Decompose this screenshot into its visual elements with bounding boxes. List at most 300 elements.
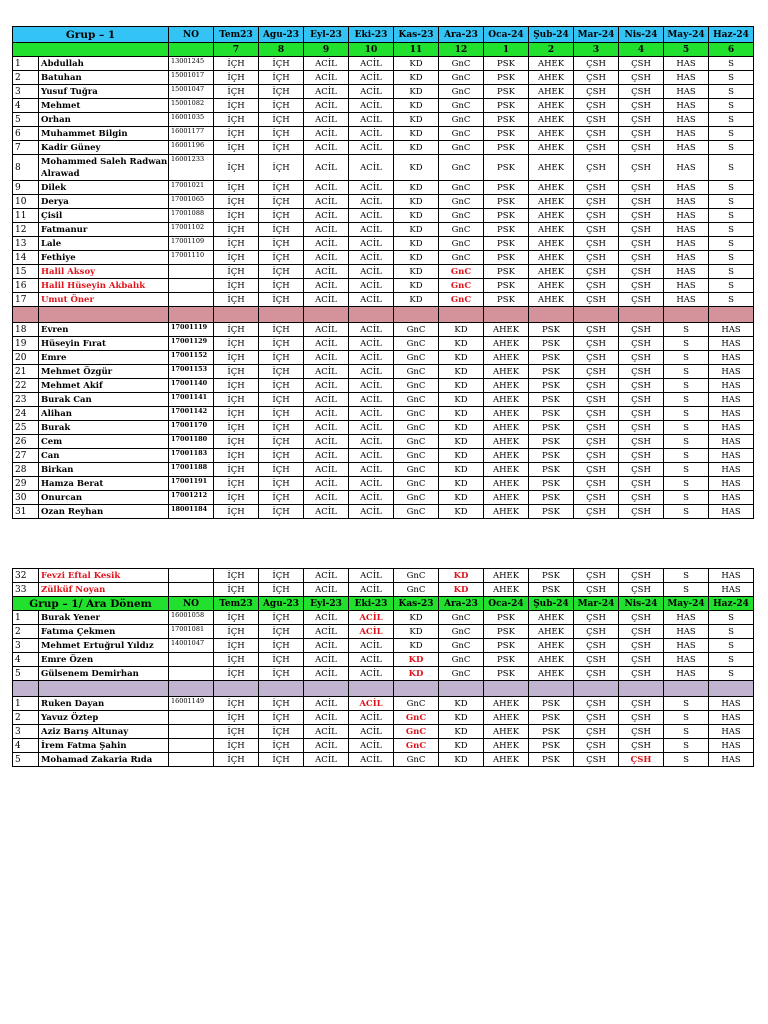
rotation-cell: HAS <box>664 127 709 141</box>
rotation-cell: KD <box>439 491 484 505</box>
student-name: Yusuf Tuğra <box>39 85 169 99</box>
rotation-cell: KD <box>439 697 484 711</box>
rotation-cell: PSK <box>529 505 574 519</box>
table-row <box>13 421 754 435</box>
rotation-cell: ÇSH <box>574 351 619 365</box>
rotation-cell: ACİL <box>304 583 349 597</box>
rotation-cell: İÇH <box>259 569 304 583</box>
rotation-cell: HAS <box>664 85 709 99</box>
month-number: 7 <box>214 43 259 57</box>
rotation-cell: ÇSH <box>619 505 664 519</box>
rotation-cell: ACİL <box>349 351 394 365</box>
rotation-cell: ACİL <box>349 505 394 519</box>
rotation-cell: GnC <box>439 141 484 155</box>
rotation-cell: GnC <box>439 279 484 293</box>
rotation-cell: ACİL <box>304 407 349 421</box>
rotation-cell: ACİL <box>304 127 349 141</box>
rotation-cell: ACİL <box>304 99 349 113</box>
rotation-cell: İÇH <box>259 99 304 113</box>
rotation-cell: ACİL <box>304 365 349 379</box>
rotation-cell: PSK <box>484 279 529 293</box>
rotation-cell: ÇSH <box>619 351 664 365</box>
rotation-cell: PSK <box>484 113 529 127</box>
rotation-cell: İÇH <box>214 583 259 597</box>
row-index: 2 <box>13 71 39 85</box>
section-separator <box>13 681 754 697</box>
rotation-cell: AHEK <box>529 293 574 307</box>
rotation-cell: HAS <box>709 435 754 449</box>
month-number: 3 <box>574 43 619 57</box>
rotation-cell: S <box>709 251 754 265</box>
rotation-cell: ÇSH <box>574 279 619 293</box>
rotation-cell: ÇSH <box>574 293 619 307</box>
rotation-cell: İÇH <box>214 265 259 279</box>
rotation-cell: AHEK <box>484 407 529 421</box>
rotation-cell: ACİL <box>304 449 349 463</box>
student-name: Birkan <box>39 463 169 477</box>
month-number: 6 <box>709 43 754 57</box>
rotation-cell: PSK <box>529 337 574 351</box>
rotation-cell: PSK <box>529 711 574 725</box>
rotation-cell: HAS <box>664 611 709 625</box>
rotation-cell: ÇSH <box>619 323 664 337</box>
rotation-cell: AHEK <box>529 265 574 279</box>
row-index: 2 <box>13 711 39 725</box>
rotation-cell: HAS <box>709 739 754 753</box>
student-name: Mehmet Ertuğrul Yıldız <box>39 639 169 653</box>
rotation-cell: HAS <box>664 57 709 71</box>
rotation-cell: İÇH <box>214 393 259 407</box>
rotation-cell: GnC <box>439 223 484 237</box>
rotation-cell: İÇH <box>259 265 304 279</box>
rotation-cell: ÇSH <box>619 293 664 307</box>
rotation-cell: S <box>664 583 709 597</box>
rotation-cell: İÇH <box>214 113 259 127</box>
month-header: Kas-23 <box>394 597 439 611</box>
rotation-cell: PSK <box>529 435 574 449</box>
rotation-cell: ÇSH <box>574 113 619 127</box>
student-number: 16001196 <box>169 141 214 155</box>
table-row <box>13 697 754 711</box>
student-number: 17001021 <box>169 181 214 195</box>
month-number: 1 <box>484 43 529 57</box>
month-header: Nis-24 <box>619 27 664 43</box>
schedule-table-main <box>12 26 754 519</box>
rotation-cell: PSK <box>529 421 574 435</box>
rotation-cell: KD <box>394 141 439 155</box>
rotation-cell: PSK <box>529 725 574 739</box>
table-row <box>13 155 754 181</box>
rotation-cell: HAS <box>709 421 754 435</box>
table-row <box>13 293 754 307</box>
separator-cell <box>13 681 39 697</box>
rotation-cell: AHEK <box>529 155 574 181</box>
student-number: 17001109 <box>169 237 214 251</box>
rotation-cell: GnC <box>439 251 484 265</box>
rotation-cell: KD <box>439 449 484 463</box>
rotation-cell: PSK <box>484 251 529 265</box>
rotation-cell: KD <box>394 181 439 195</box>
rotation-cell: İÇH <box>259 141 304 155</box>
rotation-cell: ÇSH <box>619 435 664 449</box>
rotation-cell: ÇSH <box>574 463 619 477</box>
row-index: 20 <box>13 351 39 365</box>
rotation-cell: KD <box>439 365 484 379</box>
rotation-cell: ÇSH <box>574 653 619 667</box>
rotation-cell: AHEK <box>529 195 574 209</box>
rotation-cell: PSK <box>529 753 574 767</box>
student-number: 17001170 <box>169 421 214 435</box>
rotation-cell: İÇH <box>214 99 259 113</box>
student-name: Mehmet Akif <box>39 379 169 393</box>
rotation-cell: GnC <box>439 237 484 251</box>
rotation-cell: ACİL <box>349 569 394 583</box>
rotation-cell: ACİL <box>349 337 394 351</box>
rotation-cell: İÇH <box>214 639 259 653</box>
rotation-cell: AHEK <box>529 237 574 251</box>
rotation-cell: ÇSH <box>619 85 664 99</box>
table-row <box>13 711 754 725</box>
rotation-cell: ÇSH <box>574 505 619 519</box>
rotation-cell: PSK <box>484 265 529 279</box>
rotation-cell: KD <box>439 583 484 597</box>
rotation-cell: ACİL <box>349 379 394 393</box>
month-header: Eyl-23 <box>304 597 349 611</box>
rotation-cell: AHEK <box>529 57 574 71</box>
rotation-cell: AHEK <box>484 337 529 351</box>
table-row <box>13 625 754 639</box>
rotation-cell: ACİL <box>349 195 394 209</box>
rotation-cell: İÇH <box>259 279 304 293</box>
separator-cell <box>214 681 259 697</box>
separator-cell <box>259 307 304 323</box>
row-index: 17 <box>13 293 39 307</box>
student-name: Burak Yener <box>39 611 169 625</box>
rotation-cell: KD <box>394 223 439 237</box>
student-number <box>169 293 214 307</box>
rotation-cell: İÇH <box>259 195 304 209</box>
rotation-cell: PSK <box>529 583 574 597</box>
month-number: 8 <box>259 43 304 57</box>
rotation-cell: ACİL <box>304 85 349 99</box>
rotation-cell: PSK <box>529 477 574 491</box>
table-row <box>13 279 754 293</box>
rotation-cell: ACİL <box>349 223 394 237</box>
rotation-cell: KD <box>439 393 484 407</box>
rotation-cell: ACİL <box>304 209 349 223</box>
rotation-cell: S <box>664 753 709 767</box>
rotation-cell: AHEK <box>484 753 529 767</box>
table-row <box>13 181 754 195</box>
rotation-cell: S <box>664 697 709 711</box>
rotation-cell: İÇH <box>259 449 304 463</box>
student-number <box>169 739 214 753</box>
rotation-cell: ACİL <box>304 697 349 711</box>
table-row <box>13 195 754 209</box>
student-number: 16001149 <box>169 697 214 711</box>
rotation-cell: İÇH <box>214 697 259 711</box>
row-index: 29 <box>13 477 39 491</box>
rotation-cell: İÇH <box>259 251 304 265</box>
separator-cell <box>574 681 619 697</box>
student-number: 17001140 <box>169 379 214 393</box>
rotation-cell: ÇSH <box>574 667 619 681</box>
rotation-cell: ACİL <box>349 477 394 491</box>
rotation-cell: AHEK <box>484 583 529 597</box>
rotation-cell: PSK <box>529 407 574 421</box>
separator-cell <box>39 307 169 323</box>
rotation-cell: HAS <box>709 711 754 725</box>
student-number: 13001245 <box>169 57 214 71</box>
rotation-cell: İÇH <box>259 223 304 237</box>
rotation-cell: İÇH <box>259 463 304 477</box>
student-name: Mohammed Saleh Radwan Alrawad <box>39 155 169 181</box>
row-index: 11 <box>13 209 39 223</box>
row-index: 26 <box>13 435 39 449</box>
rotation-cell: KD <box>394 99 439 113</box>
row-index: 3 <box>13 85 39 99</box>
rotation-cell: ACİL <box>349 127 394 141</box>
rotation-cell: İÇH <box>214 365 259 379</box>
rotation-cell: S <box>709 611 754 625</box>
rotation-cell: PSK <box>484 237 529 251</box>
row-index: 2 <box>13 625 39 639</box>
rotation-cell: S <box>664 379 709 393</box>
rotation-cell: İÇH <box>259 639 304 653</box>
rotation-cell: ÇSH <box>619 251 664 265</box>
rotation-cell: GnC <box>394 583 439 597</box>
no-column-header: NO <box>169 27 214 43</box>
rotation-cell: KD <box>394 155 439 181</box>
rotation-cell: ÇSH <box>619 583 664 597</box>
table-row <box>13 209 754 223</box>
separator-cell <box>169 307 214 323</box>
rotation-cell: ÇSH <box>574 725 619 739</box>
table-row <box>13 653 754 667</box>
rotation-cell: İÇH <box>259 181 304 195</box>
rotation-cell: PSK <box>484 57 529 71</box>
rotation-cell: ACİL <box>349 393 394 407</box>
rotation-cell: ÇSH <box>619 127 664 141</box>
rotation-cell: GnC <box>439 653 484 667</box>
table-row <box>13 71 754 85</box>
student-name: Umut Öner <box>39 293 169 307</box>
rotation-cell: AHEK <box>484 449 529 463</box>
rotation-cell: İÇH <box>259 393 304 407</box>
rotation-cell: KD <box>394 667 439 681</box>
rotation-cell: İÇH <box>214 711 259 725</box>
rotation-cell: İÇH <box>214 667 259 681</box>
rotation-cell: İÇH <box>214 279 259 293</box>
rotation-cell: İÇH <box>214 753 259 767</box>
rotation-cell: ACİL <box>349 57 394 71</box>
rotation-cell: GnC <box>394 725 439 739</box>
rotation-cell: HAS <box>664 209 709 223</box>
student-number: 17001065 <box>169 195 214 209</box>
rotation-cell: PSK <box>529 379 574 393</box>
rotation-cell: ÇSH <box>619 393 664 407</box>
rotation-cell: S <box>709 113 754 127</box>
rotation-cell: ÇSH <box>574 323 619 337</box>
rotation-cell: İÇH <box>214 463 259 477</box>
rotation-cell: ÇSH <box>619 407 664 421</box>
student-name: Alihan <box>39 407 169 421</box>
rotation-cell: HAS <box>664 155 709 181</box>
table-row <box>13 505 754 519</box>
student-number <box>169 265 214 279</box>
rotation-cell: AHEK <box>484 365 529 379</box>
student-number: 17001191 <box>169 477 214 491</box>
rotation-cell: AHEK <box>529 279 574 293</box>
rotation-cell: S <box>664 463 709 477</box>
rotation-cell: HAS <box>664 195 709 209</box>
rotation-cell: ÇSH <box>619 449 664 463</box>
rotation-cell: HAS <box>709 569 754 583</box>
student-number: 17001119 <box>169 323 214 337</box>
rotation-cell: ACİL <box>349 265 394 279</box>
rotation-cell: GnC <box>394 739 439 753</box>
separator-cell <box>709 681 754 697</box>
group-title: Grup – 1 <box>13 27 169 43</box>
row-index: 5 <box>13 113 39 127</box>
student-name: Emre Özen <box>39 653 169 667</box>
rotation-cell: AHEK <box>484 725 529 739</box>
separator-cell <box>304 681 349 697</box>
month-header: Haz-24 <box>709 597 754 611</box>
rotation-cell: KD <box>439 477 484 491</box>
student-name: Halil Aksoy <box>39 265 169 279</box>
rotation-cell: ÇSH <box>619 337 664 351</box>
rotation-cell: AHEK <box>529 611 574 625</box>
student-number: 16001233 <box>169 155 214 181</box>
rotation-cell: KD <box>394 251 439 265</box>
student-name: Muhammet Bilgin <box>39 127 169 141</box>
separator-cell <box>664 307 709 323</box>
separator-cell <box>484 307 529 323</box>
table-row <box>13 435 754 449</box>
rotation-cell: ÇSH <box>574 99 619 113</box>
rotation-cell: ÇSH <box>619 113 664 127</box>
rotation-cell: ACİL <box>349 667 394 681</box>
rotation-cell: AHEK <box>529 251 574 265</box>
student-name: Cem <box>39 435 169 449</box>
rotation-cell: S <box>709 155 754 181</box>
month-number: 12 <box>439 43 484 57</box>
rotation-cell: ÇSH <box>619 477 664 491</box>
rotation-cell: GnC <box>394 379 439 393</box>
month-header: Haz-24 <box>709 27 754 43</box>
rotation-cell: PSK <box>484 209 529 223</box>
rotation-cell: S <box>709 127 754 141</box>
student-name: Mohamad Zakaria Rıda <box>39 753 169 767</box>
rotation-cell: ÇSH <box>619 491 664 505</box>
rotation-cell: ÇSH <box>574 379 619 393</box>
rotation-cell: ACİL <box>349 753 394 767</box>
separator-cell <box>349 307 394 323</box>
month-header: Ara-23 <box>439 27 484 43</box>
rotation-cell: ÇSH <box>619 71 664 85</box>
rotation-cell: ÇSH <box>619 725 664 739</box>
rotation-cell: İÇH <box>214 181 259 195</box>
rotation-cell: PSK <box>529 739 574 753</box>
rotation-cell: ACİL <box>304 463 349 477</box>
rotation-cell: AHEK <box>484 491 529 505</box>
rotation-cell: HAS <box>664 265 709 279</box>
rotation-cell: İÇH <box>214 435 259 449</box>
student-name: Burak Can <box>39 393 169 407</box>
rotation-cell: AHEK <box>484 463 529 477</box>
rotation-cell: İÇH <box>214 237 259 251</box>
table-row <box>13 85 754 99</box>
rotation-cell: S <box>709 667 754 681</box>
student-name: Hüseyin Fırat <box>39 337 169 351</box>
rotation-cell: HAS <box>664 639 709 653</box>
rotation-cell: İÇH <box>259 155 304 181</box>
rotation-cell: HAS <box>664 237 709 251</box>
rotation-cell: ÇSH <box>574 491 619 505</box>
table-row <box>13 57 754 71</box>
rotation-cell: ACİL <box>349 155 394 181</box>
table-row <box>13 667 754 681</box>
row-index: 1 <box>13 611 39 625</box>
rotation-cell: GnC <box>394 711 439 725</box>
separator-cell <box>349 681 394 697</box>
table-row <box>13 265 754 279</box>
rotation-cell: İÇH <box>214 127 259 141</box>
rotation-cell: AHEK <box>484 477 529 491</box>
rotation-cell: S <box>709 625 754 639</box>
rotation-cell: ACİL <box>304 195 349 209</box>
table-row <box>13 477 754 491</box>
rotation-cell: ÇSH <box>619 463 664 477</box>
rotation-cell: İÇH <box>259 505 304 519</box>
rotation-cell: ACİL <box>304 379 349 393</box>
rotation-cell: ÇSH <box>619 753 664 767</box>
rotation-cell: ACİL <box>304 181 349 195</box>
rotation-cell: ÇSH <box>619 639 664 653</box>
rotation-cell: ACİL <box>349 421 394 435</box>
rotation-cell: AHEK <box>484 379 529 393</box>
rotation-cell: S <box>664 323 709 337</box>
student-number <box>169 569 214 583</box>
table-row <box>13 407 754 421</box>
rotation-cell: S <box>664 569 709 583</box>
rotation-cell: KD <box>394 279 439 293</box>
student-number: 17001081 <box>169 625 214 639</box>
rotation-cell: ACİL <box>304 611 349 625</box>
row-index: 24 <box>13 407 39 421</box>
rotation-cell: HAS <box>664 99 709 113</box>
rotation-cell: HAS <box>709 491 754 505</box>
rotation-cell: PSK <box>484 611 529 625</box>
rotation-cell: PSK <box>529 569 574 583</box>
rotation-cell: ÇSH <box>619 279 664 293</box>
rotation-cell: KD <box>394 237 439 251</box>
rotation-cell: İÇH <box>214 625 259 639</box>
rotation-cell: GnC <box>439 209 484 223</box>
rotation-cell: S <box>709 653 754 667</box>
blank-cell <box>169 43 214 57</box>
table-row <box>13 491 754 505</box>
rotation-cell: S <box>664 421 709 435</box>
row-index: 1 <box>13 697 39 711</box>
student-number: 17001212 <box>169 491 214 505</box>
student-number: 17001141 <box>169 393 214 407</box>
rotation-cell: KD <box>394 625 439 639</box>
month-header: Oca-24 <box>484 27 529 43</box>
rotation-cell: ACİL <box>349 293 394 307</box>
rotation-cell: İÇH <box>214 223 259 237</box>
